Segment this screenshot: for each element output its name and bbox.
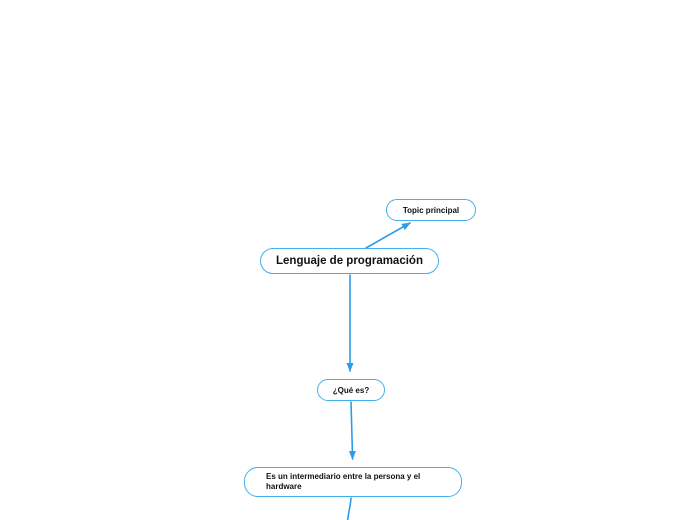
node-main-topic[interactable]: Lenguaje de programación [260,248,439,274]
connector-que-es-to-intermediario [351,402,353,459]
node-intermediario[interactable]: Es un intermediario entre la persona y el hardware [244,467,462,497]
connector-intermediario-to-offscreen [348,498,352,520]
node-que-es[interactable]: ¿Qué es? [317,379,385,401]
node-topic-principal[interactable]: Topic principal [386,199,476,221]
connector-main-to-topic-principal [366,223,410,248]
